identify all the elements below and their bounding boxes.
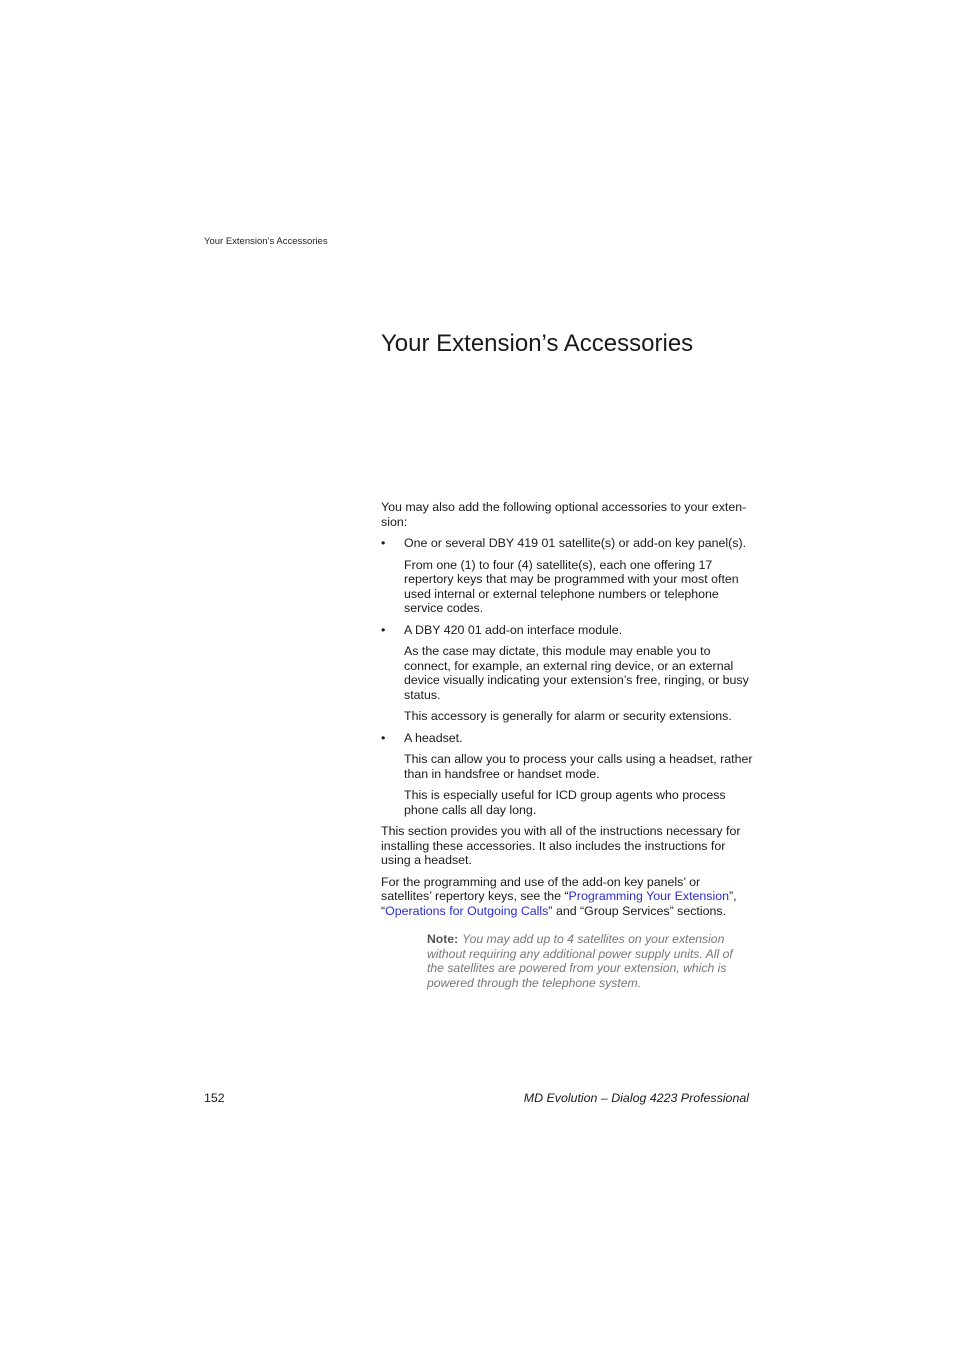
bullet-satellite: [381, 536, 753, 551]
bullet-detail: This is especially useful for ICD group agents who process phone calls all day long.: [404, 788, 726, 817]
operations-for-outgoing-calls-link[interactable]: Operations for Outgoing Calls: [385, 903, 549, 918]
footer-doc-title: MD Evolution – Dialog 4223 Professional: [523, 1091, 749, 1105]
page-title: Your Extension’s Accessories: [381, 330, 694, 357]
bullet-text: A headset.: [404, 730, 463, 745]
section-info-paragraph: This section provides you with all of the instructions necessary for installing these accessories. It also includes the instructions for using a headset.: [381, 824, 741, 867]
intro-paragraph: You may also add the following optional accessories to your exten-sion:: [381, 500, 747, 529]
bullet-detail: From one (1) to four (4) satellite(s), each one offering 17 repertory keys that may be programmed with your most often used internal or external telephone numbers or telephone service codes.: [404, 557, 739, 615]
bullet-text: A DBY 420 01 add-on interface module.: [404, 622, 623, 637]
bullet-marker: •: [381, 730, 386, 745]
programming-suffix: ” and “Group Services” sections.: [548, 903, 727, 918]
bullet-marker: •: [381, 536, 386, 550]
note-label: Note:: [427, 932, 459, 946]
page-number: 152: [204, 1091, 225, 1105]
note-box: [381, 932, 753, 990]
body-content: [381, 500, 753, 990]
bullet-detail: This can allow you to process your calls using a headset, rather than in handsfree or handset mode.: [404, 752, 753, 781]
programming-paragraph: [381, 875, 753, 919]
bullet-marker: •: [381, 622, 386, 637]
programming-prefix: For the programming and use of the add-on key panels’ or satellites’ repertory keys, see the “: [381, 874, 701, 903]
running-header: Your Extension’s Accessories: [204, 236, 328, 247]
note-text: You may add up to 4 satellites on your extension without requiring any additional power supply units. All of the satellites are powered from your extension, which is powered through the telephone system.: [427, 932, 733, 990]
bullet-text: One or several DBY 419 01 satellite(s) or add-on key panel(s).: [404, 536, 747, 550]
bullet-interface-module: [381, 623, 753, 638]
bullet-headset: [381, 731, 753, 746]
bullet-detail: As the case may dictate, this module may enable you to connect, for example, an external ring device, or an external device visually indicating your extension’s free, ringing, or busy status.: [404, 644, 749, 702]
bullet-detail: This accessory is generally for alarm or security extensions.: [404, 709, 732, 723]
programming-mid: ”, “: [381, 889, 737, 918]
programming-your-extension-link[interactable]: Programming Your Extension: [568, 889, 730, 903]
